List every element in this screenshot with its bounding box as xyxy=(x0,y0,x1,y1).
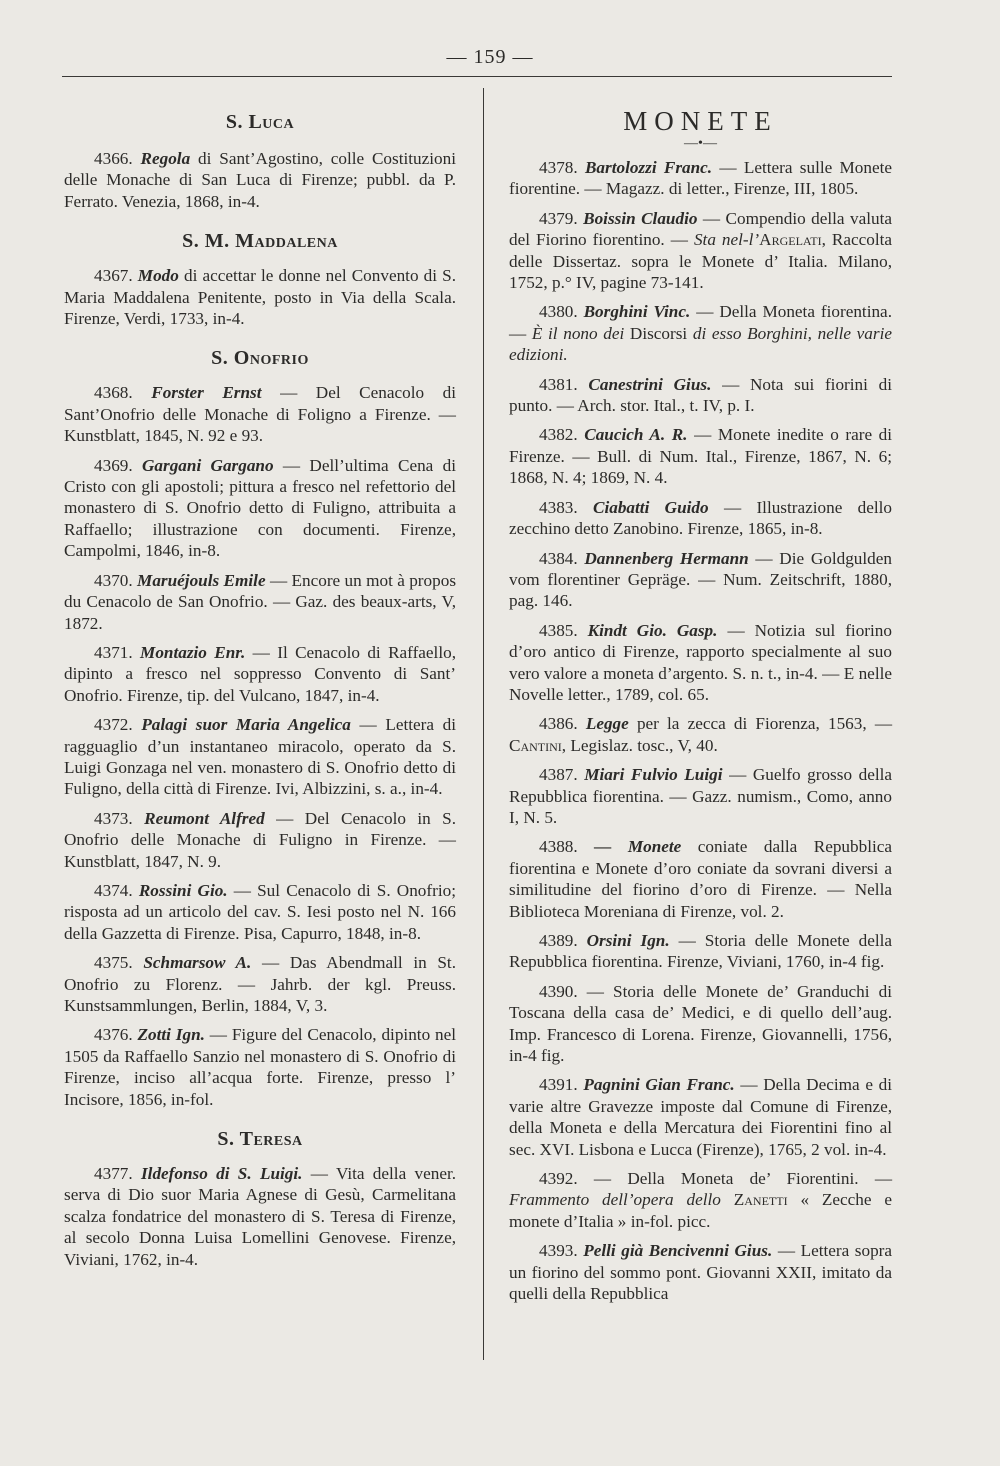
entry-number: 4369. xyxy=(94,455,133,475)
right-column xyxy=(509,88,892,1313)
entry-text: — Della Moneta de’ Fiorentini. — xyxy=(593,1169,893,1189)
entry-author: Legge xyxy=(585,714,629,734)
entry-number: 4386. xyxy=(539,714,578,734)
entry-text: « Zecche e monete d’Italia » in-fol. picc. xyxy=(509,1190,892,1231)
entry-text: — Storia delle Monete de’ Granduchi di Toscana della casa de’ Medici, e di quello dell’aug. Imp. Francesco di Lorena. Firenze, Giovannelli, 1756, in-4 fig. xyxy=(509,981,893,1066)
entry-text: — Lettera di ragguaglio d’un instantaneo miracolo, operato da S. Luigi Gonzaga nel ven. monastero di S. Onofrio detto di Fuligno, della città di Firenze. Ivi, Albizzini, s. a., in-4. xyxy=(64,715,457,799)
entry-author: Bartolozzi Franc. xyxy=(584,158,713,177)
entry-number: 4382. xyxy=(539,425,578,445)
entry-text: — Storia delle Monete della Repubblica fiorentina. Firenze, Viviani, 1760, in-4 fig. xyxy=(509,931,892,972)
entry-number: 4375. xyxy=(94,953,133,973)
entry-4379 xyxy=(509,208,892,294)
page-number: — 159 — xyxy=(446,46,534,68)
entry-4392 xyxy=(509,1168,892,1232)
entry-number: 4374. xyxy=(94,880,133,900)
entry-text: di Sant’Agostino, colle Costituzioni delle Monache di San Luca di Firenze; pubbl. da P. Ferrato. Venezia, 1868, in-4. xyxy=(64,149,457,211)
entry-text: — Il Cenacolo di Raffaello, dipinto a fresco nel soppresso Convento di Sant’ Onofrio. Firenze, tip. del Vulcano, 1847, in-4. xyxy=(64,642,456,705)
entry-author: — Monete xyxy=(594,837,682,857)
entry-text: — Compendio della valuta del Fiorino fiorentino. — xyxy=(509,208,892,250)
entry-text: Frammento dell’opera dello xyxy=(509,1190,721,1210)
entry-text xyxy=(721,1190,734,1209)
entry-4388 xyxy=(509,836,892,922)
entry-4387 xyxy=(509,764,892,828)
entry-text: di accettar le donne nel Convento di S. Maria Maddalena Penitente, posto in Via della Scala. Firenze, Verdi, 1733, in-4. xyxy=(64,266,456,329)
entry-author: Modo xyxy=(137,266,179,286)
entry-author: Orsini Ign. xyxy=(586,931,670,950)
entry-number: 4387. xyxy=(539,765,578,785)
entry-text: — Illustrazione dello zecchino detto Zanobino. Firenze, 1865, in-8. xyxy=(509,497,893,539)
heading-ornament: —•— xyxy=(684,136,717,151)
entry-text: , Legislaz. tosc., V, 40. xyxy=(561,735,718,755)
entry-number: 4389. xyxy=(539,931,578,950)
entry-4381 xyxy=(509,374,892,417)
entry-text: Argelati xyxy=(759,230,822,250)
entry-text: — Dell’ultima Cena di Cristo con gli apostoli; pittura a fresco nel refettorio del monastero di S. Onofrio detto di Fuligno, attribuita a Raffaello; illustrazione con documenti. Firenze, Campolmi, 1846, in-8. xyxy=(64,455,456,561)
entry-author: Ciabatti Guido xyxy=(593,497,709,517)
entry-number: 4373. xyxy=(94,808,133,828)
entry-text: Cantini xyxy=(509,735,562,755)
entry-number: 4377. xyxy=(94,1164,133,1184)
column-divider xyxy=(483,88,484,1360)
entry-author: Reumont Alfred xyxy=(144,808,265,828)
entry-4382 xyxy=(509,424,892,488)
entry-number: 4383. xyxy=(539,497,578,517)
entry-4367 xyxy=(64,265,456,329)
entry-number: 4393. xyxy=(539,1241,578,1261)
entry-number: 4372. xyxy=(94,715,133,735)
entry-4393 xyxy=(509,1240,892,1304)
section-heading-s-teresa: S. Teresa xyxy=(217,1128,303,1151)
entry-4385 xyxy=(509,620,892,706)
entry-text: — Vita della vener. serva di Dio suor Maria Agnese di Gesù, Carmelitana scalza fondatrice del monastero di S. Teresa di Firenze, al secolo Donna Luisa Lomellini Genovese. Firenze, Viviani, 1762, in-4. xyxy=(64,1164,457,1269)
entry-number: 4381. xyxy=(539,374,578,394)
entry-text: — Del Cenacolo in S. Onofrio delle Monache di Fuligno in Firenze. — Kunstblatt, 1847, N. 9. xyxy=(64,808,457,871)
entry-author: Zotti Ign. xyxy=(137,1025,205,1045)
entry-4375 xyxy=(64,952,456,1016)
entry-4374 xyxy=(64,880,456,944)
entry-author: Forster Ernst xyxy=(151,383,262,403)
entry-number: 4379. xyxy=(539,208,578,228)
entry-text: di esso Borghini, nelle varie edizioni. xyxy=(509,323,892,365)
entry-number: 4370. xyxy=(94,570,133,590)
entry-text: Discorsi xyxy=(624,323,693,343)
entry-author: Regola xyxy=(140,149,191,168)
entry-text: — Della Moneta fiorentina. — xyxy=(509,302,892,343)
entry-number: 4380. xyxy=(539,302,578,322)
entry-4372 xyxy=(64,714,456,800)
entry-author: Kindt Gio. Gasp. xyxy=(587,620,718,640)
entry-number: 4384. xyxy=(539,548,578,568)
entry-text: — Sul Cenacolo di S. Onofrio; risposta ad un articolo del cav. S. Iesi posto nel N. 166 della Gazzetta di Firenze. Pisa, Capurro, 1848, in-8. xyxy=(64,880,456,943)
section-heading-s-onofrio: S. Onofrio xyxy=(211,347,309,370)
entry-text: Sta nel-l’ xyxy=(693,230,760,250)
entry-4377 xyxy=(64,1163,456,1270)
entry-text: — Das Abendmall in St. Onofrio zu Florenz. — Jahrb. der kgl. Preuss. Kunstsammlungen, Berlin, 1884, V, 3. xyxy=(64,953,456,1015)
entry-number: 4378. xyxy=(539,158,578,177)
entry-author: Palagi suor Maria Angelica xyxy=(141,715,351,735)
entry-author: Maruéjouls Emile xyxy=(137,570,266,590)
entry-4390 xyxy=(509,981,892,1067)
entry-number: 4390. xyxy=(539,981,578,1001)
left-column xyxy=(64,88,456,1278)
entry-author: Pagnini Gian Franc. xyxy=(583,1075,735,1095)
entry-text: , Raccolta delle Dissertaz. sopra le Monete d’ Italia. Milano, 1752, p.° IV, pagine 73-141. xyxy=(509,230,893,293)
entry-number: 4368. xyxy=(94,383,133,403)
entry-4386 xyxy=(509,713,892,756)
entry-author: Montazio Enr. xyxy=(140,642,246,662)
entry-text: — Nota sui fiorini di punto. — Arch. stor. Ital., t. IV, p. I. xyxy=(509,374,892,416)
entry-4380 xyxy=(509,301,892,365)
entry-author: Rossini Gio. xyxy=(138,880,228,900)
entry-4376 xyxy=(64,1024,456,1110)
entry-author: Schmarsow A. xyxy=(143,953,252,973)
entry-4383 xyxy=(509,497,892,540)
entry-text: — Die Goldgulden vom florentiner Gepräge. — Num. Zeitschrift, 1880, pag. 146. xyxy=(509,548,892,611)
section-heading-monete: MONETE xyxy=(623,106,778,136)
entry-4391 xyxy=(509,1074,892,1160)
entry-text: — Guelfo grosso della Repubblica fiorentina. — Gazz. numism., Como, anno I, N. 5. xyxy=(509,765,893,827)
entry-author: Gargani Gargano xyxy=(142,455,274,475)
entry-number: 4371. xyxy=(94,642,133,662)
entry-author: Boissin Claudio xyxy=(583,208,698,228)
entry-number: 4367. xyxy=(94,266,133,286)
entry-author: Miari Fulvio Luigi xyxy=(584,765,723,785)
entry-4378 xyxy=(509,157,892,200)
entry-4370 xyxy=(64,570,456,634)
entry-author: Caucich A. R. xyxy=(584,425,688,445)
entry-text: — Monete inedite o rare di Firenze. — Bull. di Num. Ital., Firenze, 1867, N. 6; 1868, N. 4; 1869, N. 4. xyxy=(509,425,893,488)
entry-text: — Encore un mot à propos du Cenacolo de San Onofrio. — Gaz. des beaux-arts, V, 1872. xyxy=(64,570,457,633)
entry-number: 4388. xyxy=(539,837,578,857)
entry-text: — Della Decima e di varie altre Gravezze imposte dal Comune di Firenze, della Moneta e della Mercatura dei Fiorentini fino al sec. XVI. Lisbona e Lucca (Firenze), 1765, 2 vol. in-4. xyxy=(509,1075,893,1159)
entry-4373 xyxy=(64,808,456,872)
entry-4371 xyxy=(64,642,456,706)
section-heading-s-m-maddalena: S. M. Maddalena xyxy=(182,230,338,253)
entry-text: — Figure del Cenacolo, dipinto nel 1505 da Raffaello Sanzio nel monastero di S. Onofrio di Firenze, inciso all’acqua forte. Firenze, presso l’ Incisore, 1856, in-fol. xyxy=(64,1025,457,1109)
entry-text: coniate dalla Repubblica fiorentina e Monete d’oro coniate da sovrani diversi a similitudine del fiorino d’oro di Firenze. — Nella Biblioteca Moreniana di Firenze, vol. 2. xyxy=(509,837,893,921)
entry-number: 4385. xyxy=(539,620,578,640)
section-heading-s-luca: S. Luca xyxy=(225,111,295,133)
entry-text: — Del Cenacolo di Sant’Onofrio delle Monache di Foligno a Firenze. — Kunstblatt, 1845, N. 92 e 93. xyxy=(64,383,457,446)
right-entries xyxy=(509,157,892,1305)
entry-author: Canestrini Gius. xyxy=(588,374,712,394)
entry-4384 xyxy=(509,548,892,612)
header-rule xyxy=(62,76,892,77)
entry-text: È il nono dei xyxy=(531,323,625,343)
entry-text: Zanetti xyxy=(733,1190,788,1210)
entry-text: — Notizia sul fiorino d’oro antico di Firenze, rapporto specialmente al suo vero valore a moneta d’argento. S. n. t., in-4. — E nelle Novelle letter., 1789, col. 65. xyxy=(509,620,892,704)
entry-author: Borghini Vinc. xyxy=(583,302,691,322)
entry-4368 xyxy=(64,382,456,446)
entry-number: 4376. xyxy=(94,1025,133,1045)
entry-text: — Lettera sulle Monete fiorentine. — Magazz. di letter., Firenze, III, 1805. xyxy=(509,158,893,199)
entry-text: per la zecca di Fiorenza, 1563, — xyxy=(636,714,893,734)
entry-4366 xyxy=(64,148,456,212)
entry-4389 xyxy=(509,930,892,973)
entry-4369 xyxy=(64,455,456,562)
entry-author: Pelli già Bencivenni Gius. xyxy=(583,1241,773,1261)
entry-number: 4391. xyxy=(539,1075,578,1095)
entry-author: Ildefonso di S. Luigi. xyxy=(140,1164,303,1184)
entry-text: — Lettera sopra un fiorino del sommo pont. Giovanni XXII, imitato da quelli della Repubblica xyxy=(509,1241,893,1304)
entry-author: Dannenberg Hermann xyxy=(584,548,749,568)
entry-number: 4366. xyxy=(94,149,133,168)
entry-number: 4392. xyxy=(539,1169,578,1189)
